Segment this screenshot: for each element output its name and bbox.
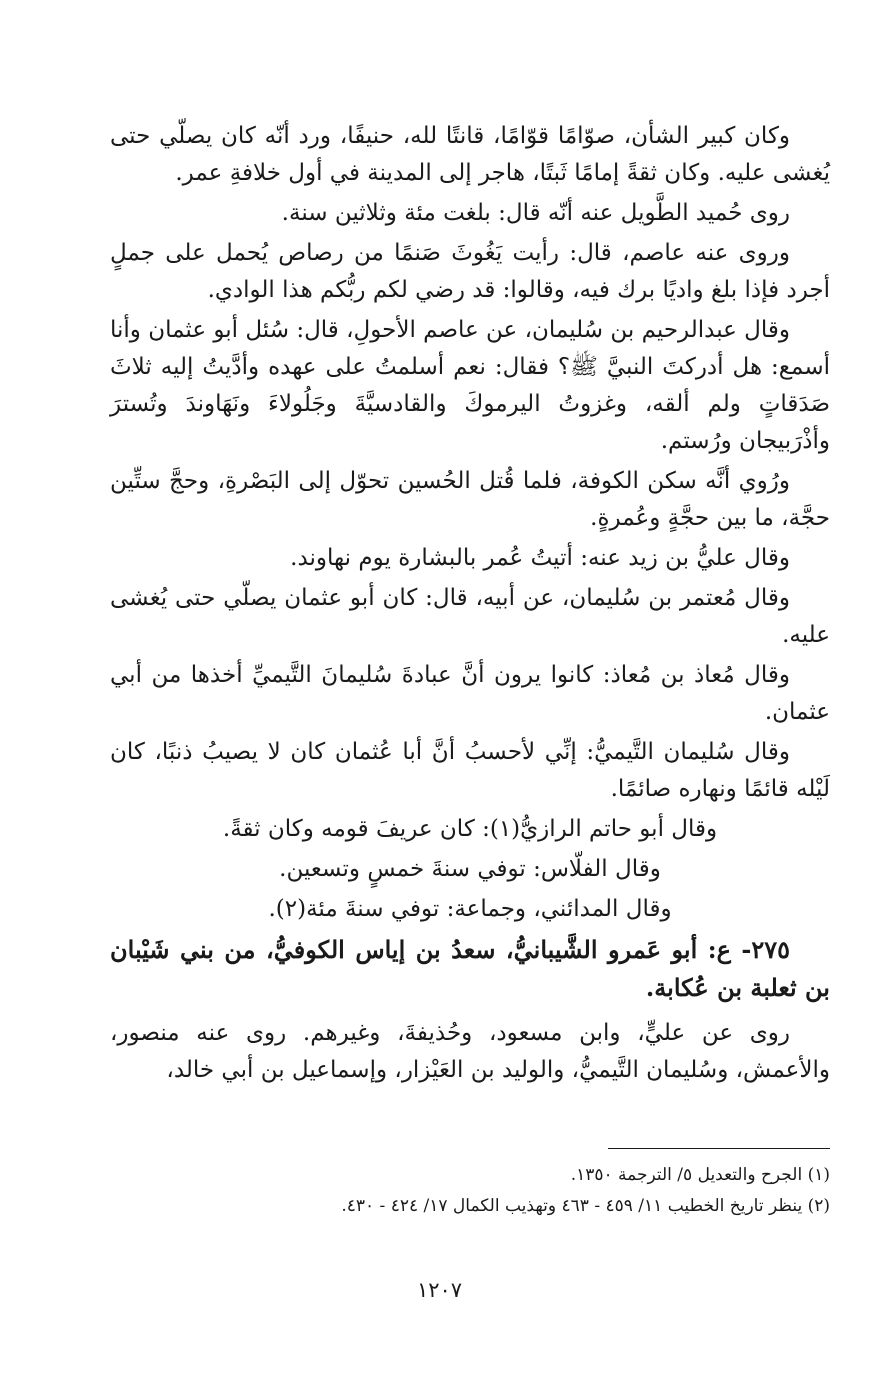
- paragraph: وقال سُليمان التَّيميُّ: إنِّي لأحسبُ أنَّ أبا عُثمان كان لا يصيبُ ذنبًا، كان لَيْله قائمًا ونهاره صائمًا.: [110, 739, 830, 802]
- footnote: (٢) ينظر تاريخ الخطيب ١١/ ٤٥٩ - ٤٦٣ وتهذيب الكمال ١٧/ ٤٢٤ - ٤٣٠.: [341, 1196, 830, 1216]
- main-text: [110, 118, 830, 1092]
- paragraph: وقال عبدالرحيم بن سُليمان، عن عاصم الأحولِ، قال: سُئل أبو عثمان وأنا أسمع: هل أدركتَ النبيَّ ﷺ؟ فقال: نعم أسلمتُ على عهده وأدَّيتُ إليه ثلاثَ صَدَقاتٍ ولم ألقه، وغزوتُ اليرموكَ والقادسيَّةَ وجَلُولاءَ ونَهَاوندَ وتُسترَ وأذْرَبيجان ورُستم.: [110, 317, 830, 454]
- entry-text: روى عن عليٍّ، وابن مسعود، وحُذيفةَ، وغيرهم. روى عنه منصور، والأعمش، وسُليمان التَّيميُّ، والوليد بن العَيْزار، وإسماعيل بن أبي خالد،: [110, 1020, 830, 1083]
- paragraph: وكان كبير الشأن، صوّامًا قوّامًا، قانتًا لله، حنيفًا، ورد أنّه كان يصلّي حتى يُغشى عليه. وكان ثقةً إمامًا ثَبتًا، هاجر إلى المدينة في أول خلافةِ عمر.: [110, 123, 830, 186]
- paragraph: روى حُميد الطَّويل عنه أنّه قال: بلغت مئة وثلاثين سنة.: [281, 200, 790, 226]
- footnote-separator: [608, 1148, 830, 1149]
- footnotes: [150, 1160, 830, 1222]
- short-line: وقال أبو حاتم الرازيُّ(١): كان عريفَ قومه وكان ثقةً.: [222, 816, 718, 842]
- paragraph: وقال مُعاذ بن مُعاذ: كانوا يرون أنَّ عبادةَ سُليمانَ التَّيميِّ أخذها من أبي عثمان.: [110, 662, 830, 725]
- paragraph: وروى عنه عاصم، قال: رأيت يَغُوثَ صَنمًا من رصاص يُحمل على جملٍ أجرد فإذا بلغ واديًا برك فيه، وقالوا: قد رضي لكم ربُّكم هذا الوادي.: [110, 240, 830, 303]
- paragraph: وقال مُعتمر بن سُليمان، عن أبيه، قال: كان أبو عثمان يصلّي حتى يُغشى عليه.: [110, 585, 830, 648]
- short-line: وقال الفلّاس: توفي سنةَ خمسٍ وتسعين.: [279, 856, 661, 882]
- entry-heading: ٢٧٥- ع: أبو عَمرو الشَّيبانيُّ، سعدُ بن إياس الكوفيُّ، من بني شَيْبان بن ثعلبة بن عُكابة.: [110, 935, 830, 1002]
- short-line: وقال المدائني، وجماعة: توفي سنةَ مئة(٢).: [268, 896, 672, 922]
- footnote: (١) الجرح والتعديل ٥/ الترجمة ١٣٥٠.: [570, 1165, 830, 1185]
- paragraph: وقال عليُّ بن زيد عنه: أتيتُ عُمر بالبشارة يوم نهاوند.: [290, 545, 790, 571]
- paragraph: ورُوي أنَّه سكن الكوفة، فلما قُتل الحُسين تحوّل إلى البَصْرةِ، وحجَّ ستِّين حجَّة، ما بين حجَّةٍ وعُمرةٍ.: [110, 468, 830, 531]
- page-number: ١٢٠٧: [416, 1278, 463, 1302]
